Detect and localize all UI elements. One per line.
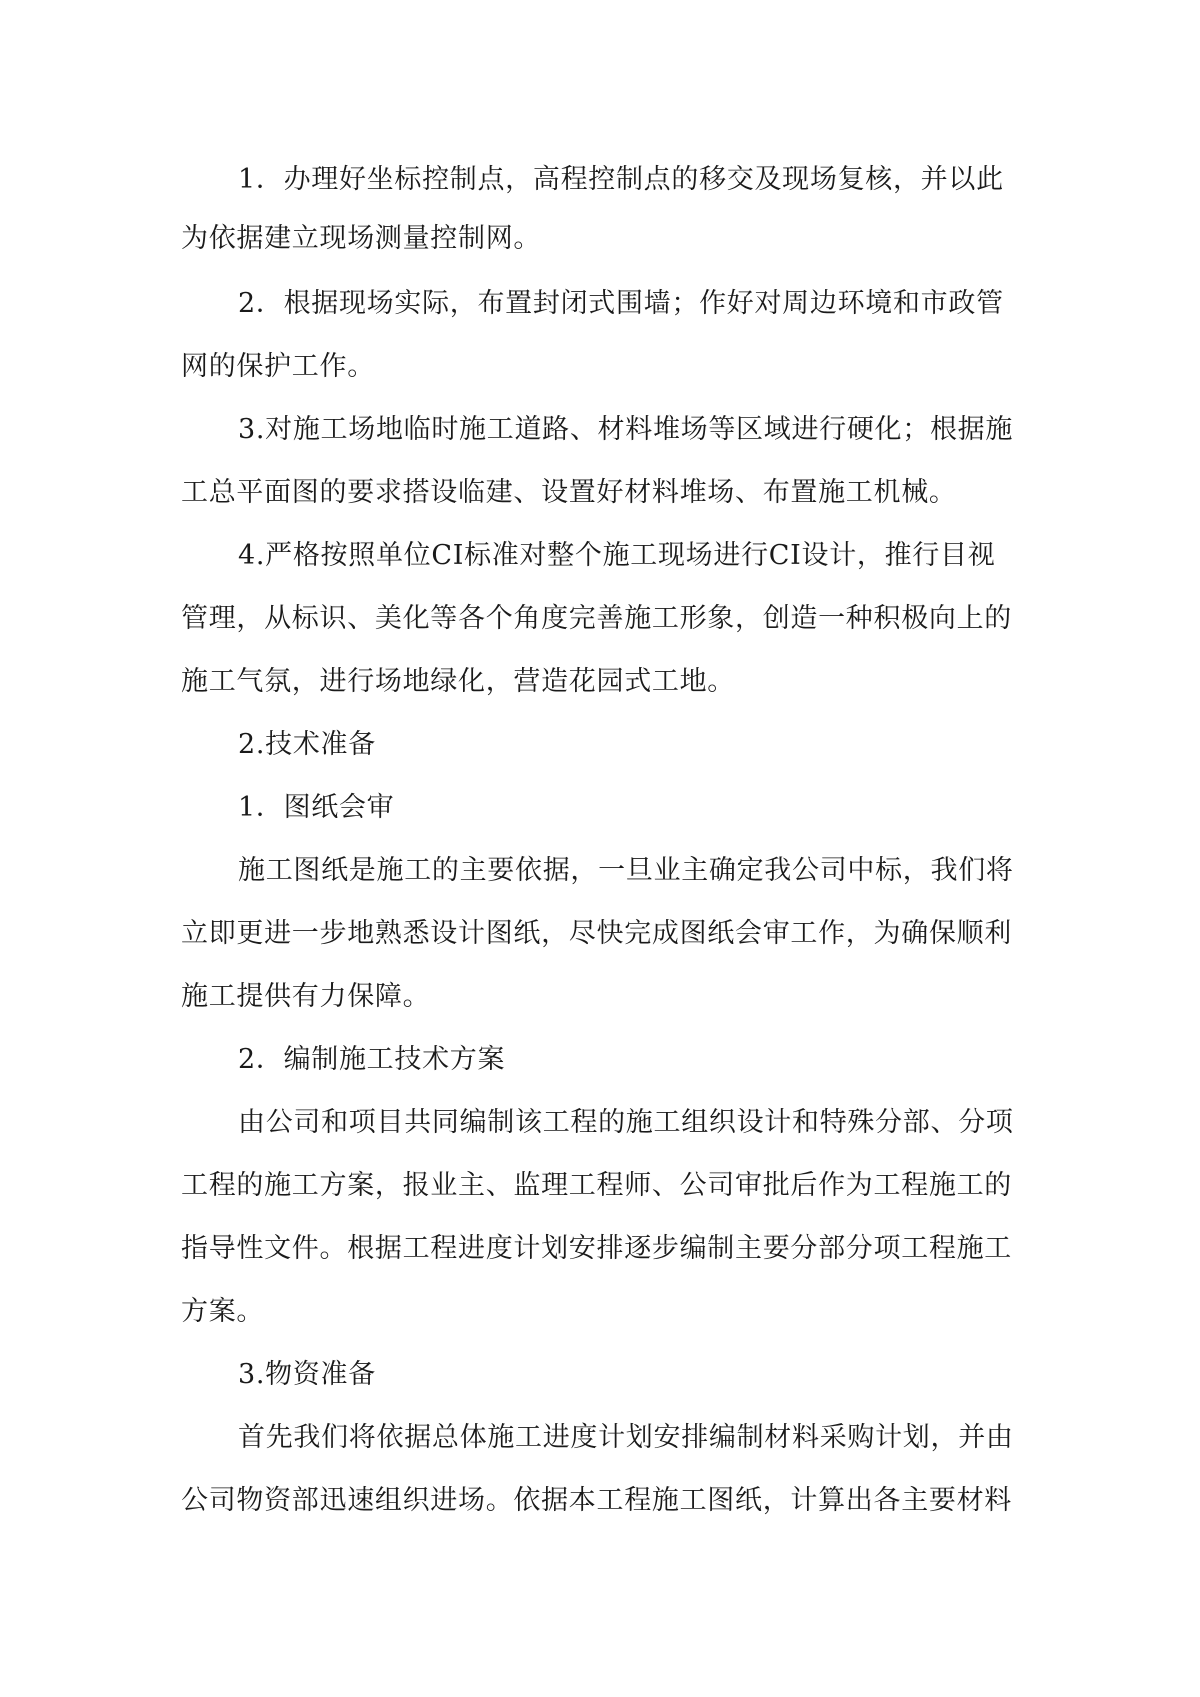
subsection-heading: 1．图纸会审 [238,792,395,823]
paragraph-line: 由公司和项目共同编制该工程的施工组织设计和特殊分部、分项 [238,1107,1014,1138]
paragraph-line: 2．根据现场实际，布置封闭式围墙；作好对周边环境和市政管 [238,288,1004,319]
paragraph-line: 1．办理好坐标控制点，高程控制点的移交及现场复核，并以此 [238,164,1004,195]
paragraph-line: 为依据建立现场测量控制网。 [181,223,542,254]
paragraph-line: 工程的施工方案，报业主、监理工程师、公司审批后作为工程施工的 [181,1170,1012,1201]
paragraph-line: 立即更进一步地熟悉设计图纸，尽快完成图纸会审工作，为确保顺利 [181,918,1012,949]
paragraph-line: 网的保护工作。 [181,351,375,382]
paragraph-line: 4.严格按照单位CI标准对整个施工现场进行CI设计，推行目视 [238,540,996,571]
paragraph-line: 施工气氛，进行场地绿化，营造花园式工地。 [181,666,735,697]
paragraph-line: 指导性文件。根据工程进度计划安排逐步编制主要分部分项工程施工 [181,1233,1012,1264]
paragraph-line: 管理，从标识、美化等各个角度完善施工形象，创造一种积极向上的 [181,603,1012,634]
paragraph-line: 首先我们将依据总体施工进度计划安排编制材料采购计划，并由 [238,1422,1014,1453]
subsection-heading: 2．编制施工技术方案 [238,1044,506,1075]
paragraph-line: 施工提供有力保障。 [181,981,431,1012]
paragraph-line: 公司物资部迅速组织进场。依据本工程施工图纸，计算出各主要材料 [181,1485,1012,1516]
section-heading: 2.技术准备 [238,729,376,760]
section-heading: 3.物资准备 [238,1359,376,1390]
paragraph-line: 3.对施工场地临时施工道路、材料堆场等区域进行硬化；根据施 [238,414,1014,445]
paragraph-line: 方案。 [181,1296,265,1327]
paragraph-line: 工总平面图的要求搭设临建、设置好材料堆场、布置施工机械。 [181,477,957,508]
paragraph-line: 施工图纸是施工的主要依据，一旦业主确定我公司中标，我们将 [238,855,1014,886]
